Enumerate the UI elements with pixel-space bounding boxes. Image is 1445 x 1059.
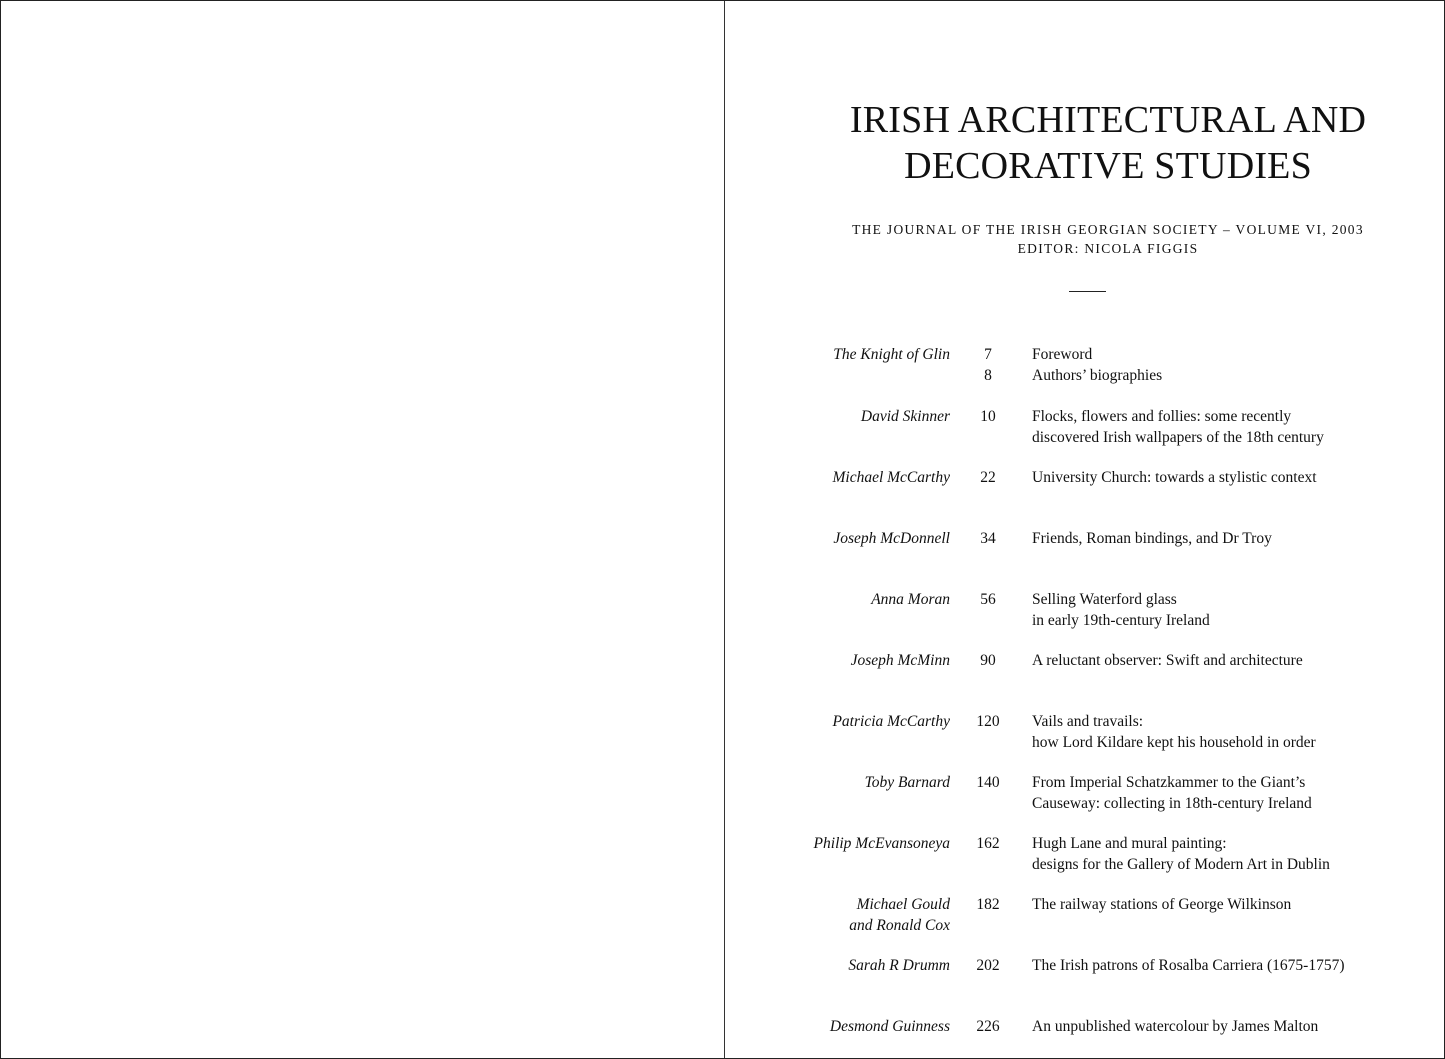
entry-title-line: Friends, Roman bindings, and Dr Troy [1032, 530, 1272, 547]
entry-title [1032, 833, 1442, 875]
entry-page-number-line: 8 [984, 367, 992, 384]
entry-page-number-line: 7 [984, 346, 992, 363]
entry-page-number [963, 1016, 1013, 1037]
journal-title-line-2: DECORATIVE STUDIES [904, 145, 1312, 187]
entry-author [750, 772, 950, 793]
entry-title [1032, 894, 1442, 915]
entry-title [1032, 467, 1442, 488]
entry-title-line: University Church: towards a stylistic context [1032, 469, 1317, 486]
entry-title-line: An unpublished watercolour by James Malton [1032, 1018, 1319, 1035]
entry-author-line: Patricia McCarthy [832, 713, 950, 730]
entry-page-number [963, 467, 1013, 488]
entry-author-line: Desmond Guinness [829, 1018, 950, 1035]
section-divider-rule [1069, 291, 1106, 292]
journal-title [725, 97, 1444, 189]
contents-entry[interactable] [725, 650, 1444, 711]
entry-title-line: Selling Waterford glass [1032, 591, 1177, 608]
entry-title [1032, 711, 1442, 753]
entry-title-line: The railway stations of George Wilkinson [1032, 896, 1292, 913]
entry-author [750, 406, 950, 427]
entry-author-line: Philip McEvansoneya [813, 835, 950, 852]
entry-author-line: Joseph McDonnell [833, 530, 950, 547]
entry-author [750, 467, 950, 488]
entry-page-number [963, 650, 1013, 671]
entry-page-number-line: 120 [976, 713, 1000, 730]
table-of-contents [725, 344, 1444, 1059]
entry-title-line: discovered Irish wallpapers of the 18th century [1032, 429, 1324, 446]
entry-author [750, 344, 950, 365]
entry-title [1032, 344, 1442, 386]
entry-page-number-line: 182 [976, 896, 1000, 913]
entry-page-number-line: 202 [976, 957, 1000, 974]
entry-page-number [963, 894, 1013, 915]
entry-page-number-line: 10 [980, 408, 996, 425]
contents-entry[interactable] [725, 1016, 1444, 1059]
entry-page-number [963, 955, 1013, 976]
entry-title-line: in early 19th-century Ireland [1032, 612, 1210, 629]
contents-entry[interactable] [725, 406, 1444, 467]
entry-author [750, 1016, 950, 1037]
entry-page-number-line: 90 [980, 652, 996, 669]
entry-page-number [963, 589, 1013, 610]
entry-page-number-line: 22 [980, 469, 996, 486]
entry-page-number [963, 711, 1013, 732]
entry-title [1032, 650, 1442, 671]
right-page-contents [725, 1, 1444, 1058]
entry-title-line: designs for the Gallery of Modern Art in Dublin [1032, 856, 1330, 873]
entry-page-number-line: 140 [976, 774, 1000, 791]
contents-entry[interactable] [725, 833, 1444, 894]
entry-title [1032, 589, 1442, 631]
entry-author-line: Anna Moran [871, 591, 950, 608]
contents-entry[interactable] [725, 772, 1444, 833]
entry-author-line: Michael McCarthy [832, 469, 950, 486]
entry-title-line: Foreword [1032, 346, 1093, 363]
entry-page-number [963, 833, 1013, 854]
entry-title-line: The Irish patrons of Rosalba Carriera (1675-1757) [1032, 957, 1345, 974]
entry-page-number [963, 406, 1013, 427]
entry-author-line: Toby Barnard [864, 774, 950, 791]
entry-page-number-line: 34 [980, 530, 996, 547]
entry-author-line: Sarah R Drumm [848, 957, 950, 974]
entry-title-line: how Lord Kildare kept his household in order [1032, 734, 1316, 751]
entry-author [750, 528, 950, 549]
contents-entry[interactable] [725, 589, 1444, 650]
contents-entry[interactable] [725, 955, 1444, 1016]
contents-entry[interactable] [725, 711, 1444, 772]
entry-title [1032, 772, 1442, 814]
entry-title-line: Hugh Lane and mural painting: [1032, 835, 1227, 852]
entry-page-number [963, 528, 1013, 549]
journal-subtitle-block [725, 220, 1444, 258]
entry-title-line: From Imperial Schatzkammer to the Giant’s [1032, 774, 1306, 791]
entry-page-number-line: 56 [980, 591, 996, 608]
entry-title-line: Vails and travails: [1032, 713, 1144, 730]
entry-title-line: Flocks, flowers and follies: some recently [1032, 408, 1292, 425]
entry-page-number-line: 162 [976, 835, 1000, 852]
contents-entry[interactable] [725, 528, 1444, 589]
entry-author [750, 894, 950, 936]
entry-author-line: David Skinner [860, 408, 950, 425]
journal-editor: EDITOR: NICOLA FIGGIS [1017, 241, 1199, 256]
entry-author [750, 711, 950, 732]
entry-author-line: Michael Gould [856, 896, 950, 913]
contents-entry[interactable] [725, 467, 1444, 528]
entry-title [1032, 955, 1442, 976]
entry-title-line: Authors’ biographies [1032, 367, 1163, 384]
journal-title-line-1: IRISH ARCHITECTURAL AND [849, 99, 1367, 141]
entry-author [750, 589, 950, 610]
entry-author [750, 955, 950, 976]
entry-page-number [963, 344, 1013, 386]
entry-title [1032, 528, 1442, 549]
entry-author-line: The Knight of Glin [833, 346, 950, 363]
entry-author [750, 833, 950, 854]
entry-author-line: and Ronald Cox [849, 917, 950, 934]
entry-title-line: Causeway: collecting in 18th-century Ireland [1032, 795, 1312, 812]
contents-entry[interactable] [725, 894, 1444, 955]
entry-author [750, 650, 950, 671]
journal-subtitle: THE JOURNAL OF THE IRISH GEORGIAN SOCIETY – VOLUME VI, 2003 [852, 222, 1364, 237]
entry-title [1032, 1016, 1442, 1037]
entry-page-number-line: 226 [976, 1018, 1000, 1035]
entry-title [1032, 406, 1442, 448]
entry-page-number [963, 772, 1013, 793]
entry-title-line: A reluctant observer: Swift and architecture [1032, 652, 1303, 669]
contents-entry[interactable] [725, 344, 1444, 406]
entry-author-line: Joseph McMinn [850, 652, 950, 669]
left-page-blank [1, 1, 724, 1058]
